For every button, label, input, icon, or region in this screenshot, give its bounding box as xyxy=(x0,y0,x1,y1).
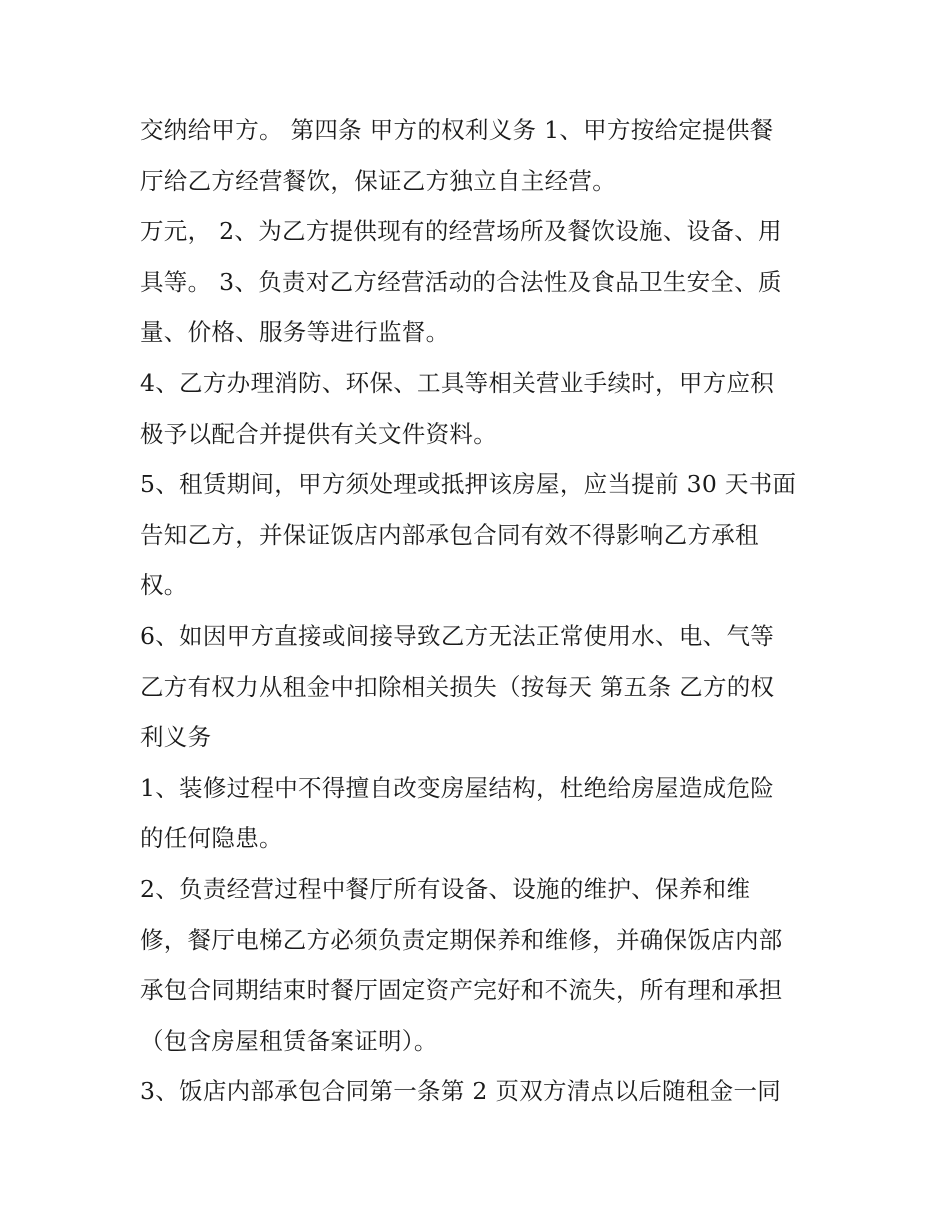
document-body xyxy=(140,105,820,1117)
text-line: 厅给乙方经营餐饮，保证乙方独立自主经营。 xyxy=(140,166,616,195)
text-line: 5、租赁期间，甲方须处理或抵押该房屋，应当提前 30 天书面 xyxy=(140,470,797,499)
text-line: 修，餐厅电梯乙方必须负责定期保养和维修，并确保饭店内部 xyxy=(140,925,783,954)
text-line: 乙方有权力从租金中扣除相关损失（按每天 第五条 乙方的权 xyxy=(140,672,775,701)
text-line: 4、乙方办理消防、环保、工具等相关营业手续时，甲方应积 xyxy=(140,368,775,397)
text-line: 权。 xyxy=(140,571,188,600)
text-line: 承包合同期结束时餐厅固定资产完好和不流失，所有理和承担 xyxy=(140,976,783,1005)
text-line: 万元， 2、为乙方提供现有的经营场所及餐饮设施、设备、用 xyxy=(140,217,782,246)
text-line: 6、如因甲方直接或间接导致乙方无法正常使用水、电、气等 xyxy=(140,621,775,650)
text-line: 极予以配合并提供有关文件资料。 xyxy=(140,419,497,448)
text-line: 具等。 3、负责对乙方经营活动的合法性及食品卫生安全、质 xyxy=(140,267,782,296)
text-line: 3、饭店内部承包合同第一条第 2 页双方清点以后随租金一同 xyxy=(140,1077,782,1106)
text-line: 利义务 xyxy=(140,723,212,752)
text-line: 1、装修过程中不得擅自改变房屋结构，杜绝给房屋造成危险 xyxy=(140,773,775,802)
text-line: 告知乙方，并保证饭店内部承包合同有效不得影响乙方承租 xyxy=(140,520,759,549)
text-line: 的任何隐患。 xyxy=(140,824,283,853)
text-line: 2、负责经营过程中餐厅所有设备、设施的维护、保养和维 xyxy=(140,874,751,903)
text-line: （包含房屋租赁备案证明）。 xyxy=(140,1026,438,1055)
text-line: 量、价格、服务等进行监督。 xyxy=(140,318,450,347)
text-line: 交纳给甲方。 第四条 甲方的权利义务 1、甲方按给定提供餐 xyxy=(140,116,774,144)
